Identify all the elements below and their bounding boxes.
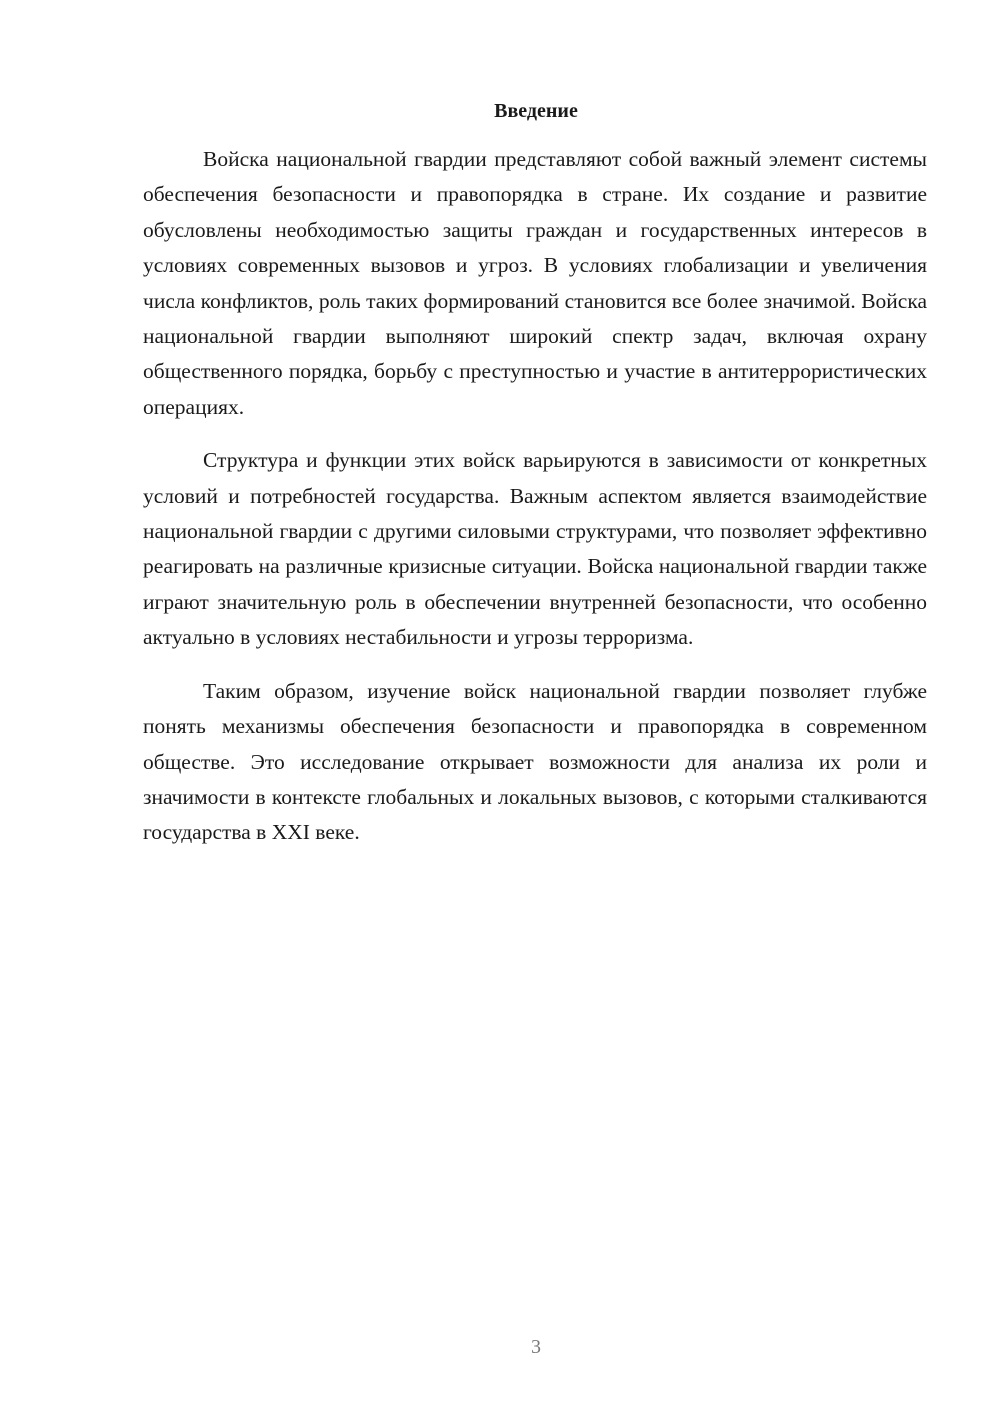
page-number: 3 bbox=[531, 1336, 541, 1358]
page-title: Введение bbox=[494, 100, 578, 122]
document-body bbox=[143, 142, 927, 851]
paragraph-2: Структура и функции этих войск варьируются в зависимости от конкретных условий и потребностей государства. Важным аспектом является взаимодействие национальной гвардии с другими силовыми структурами, что позволяет эффективно реагировать на различные кризисные ситуации. Войска национальной гвардии также играют значительную роль в обеспечении внутренней безопасности, что особенно актуально в условиях нестабильности и угрозы терроризма. bbox=[143, 448, 927, 650]
paragraph-1: Войска национальной гвардии представляют собой важный элемент системы обеспечения безопасности и правопорядка в стране. Их создание и развитие обусловлены необходимостью защиты граждан и государственных интересов в условиях современных вызовов и угроз. В условиях глобализации и увеличения числа конфликтов, роль таких формирований становится все более значимой. Войска национальной гвардии выполняют широкий спектр задач, включая охрану общественного порядка, борьбу с преступностью и участие в антитеррористических операциях. bbox=[143, 147, 927, 419]
paragraph-3: Таким образом, изучение войск национальной гвардии позволяет глубже понять механизмы обеспечения безопасности и правопорядка в современном обществе. Это исследование открывает возможности для анализа их роли и значимости в контексте глобальных и локальных вызовов, с которыми сталкиваются государства в XXI веке. bbox=[143, 678, 927, 845]
